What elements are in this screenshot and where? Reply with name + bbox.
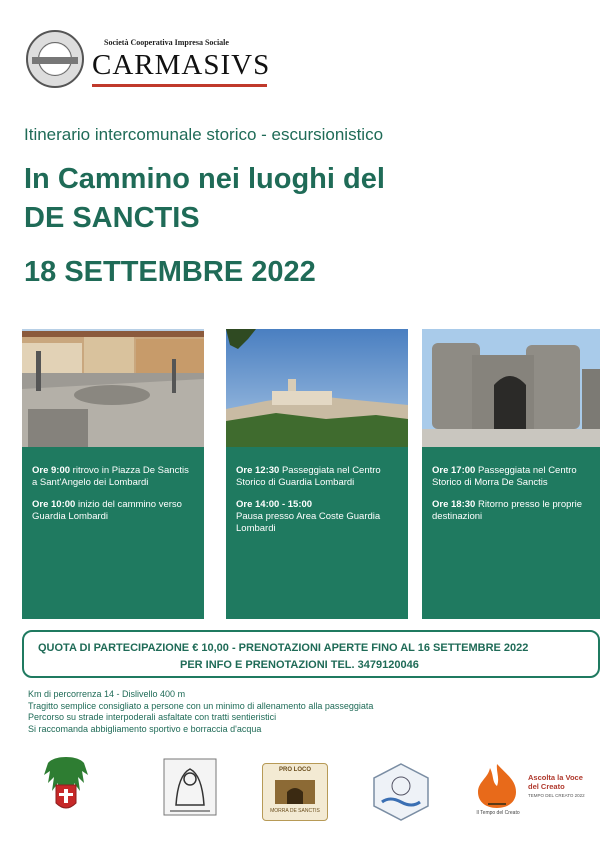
diocese-caption xyxy=(18,825,112,832)
voice-of-creation-title: Ascolta la Voce del Creato xyxy=(528,773,583,791)
schedule-time: Ore 10:00 xyxy=(32,499,76,510)
schedule-column-3 xyxy=(422,329,600,619)
schedule-column-2 xyxy=(226,329,408,619)
schedule-text: Ritorno presso le proprie destinazioni xyxy=(432,499,582,522)
carmasius-seal-logo xyxy=(26,30,84,88)
schedule-time: Ore 18:30 xyxy=(432,499,476,510)
note-line: Km di percorrenza 14 - Dislivello 400 m xyxy=(28,689,186,699)
voice-of-creation-flame-logo xyxy=(472,760,522,810)
note-line: Tragitto semplice consigliato a persone con un minimo di allenamento alla passeggiata xyxy=(28,700,374,711)
column-1-schedule xyxy=(32,465,194,533)
participation-fee-box xyxy=(22,630,600,678)
schedule-text: Pausa presso Area Coste Guardia Lombardi xyxy=(236,511,381,534)
hexagon-logo xyxy=(370,762,432,822)
historical-sketch-logo xyxy=(160,755,220,819)
schedule-text: inizio del cammino verso Guardia Lombardi xyxy=(32,499,182,522)
column-2-schedule xyxy=(236,465,398,545)
schedule-item xyxy=(236,465,398,489)
event-subtitle: Itinerario intercomunale storico - escursionistico xyxy=(24,125,384,144)
photo-guardia-lombardi xyxy=(226,329,408,447)
schedule-item xyxy=(32,499,194,523)
schedule-text: Passeggiata nel Centro Storico di Morra De Sanctis xyxy=(432,465,577,488)
seal-banner xyxy=(32,57,78,64)
schedule-text: ritrovo in Piazza De Sanctis a Sant'Angelo dei Lombardi xyxy=(32,465,189,488)
note-line: Percorso su strade interpoderali asfaltate con tratti sentieristici xyxy=(28,712,277,722)
schedule-time: Ore 14:00 - 15:00 xyxy=(236,499,313,510)
event-title-line2: DE SANCTIS xyxy=(24,202,200,234)
schedule-item xyxy=(432,499,590,523)
schedule-time: Ore 17:00 xyxy=(432,465,476,476)
proloco-subtitle: MORRA DE SANCTIS xyxy=(270,808,320,814)
schedule-item xyxy=(432,465,590,489)
route-notes xyxy=(28,689,373,735)
proloco-title: PRO LOCO xyxy=(278,767,311,773)
event-title-line1: In Cammino nei luoghi del xyxy=(24,163,385,195)
photo-piazza xyxy=(22,329,204,447)
schedule-text: Passeggiata nel Centro Storico di Guardia Lombardi xyxy=(236,465,381,488)
voice-of-creation-subtitle: TEMPO DEL CREATO 2022 xyxy=(528,793,585,798)
org-name: CARMASIVS xyxy=(92,49,271,81)
column-3-schedule xyxy=(432,465,590,533)
voice-of-creation-caption: Il Tempo del Creato xyxy=(476,810,520,816)
photo-castle-morra xyxy=(422,329,600,447)
fee-line: QUOTA DI PARTECIPAZIONE € 10,00 - PRENOTAZIONI APERTE FINO AL 16 SETTEMBRE 2022 xyxy=(38,642,529,654)
schedule-item xyxy=(236,499,398,535)
schedule-item xyxy=(32,465,194,489)
diocese-crest-logo xyxy=(42,755,90,817)
schedule-time: Ore 12:30 xyxy=(236,465,280,476)
note-line: Si raccomanda abbigliamento sportivo e borraccia d'acqua xyxy=(28,723,262,734)
schedule-column-1 xyxy=(22,329,204,619)
info-phone-line: PER INFO E PRENOTAZIONI TEL. 3479120046 xyxy=(180,659,419,671)
schedule-time: Ore 9:00 xyxy=(32,465,71,476)
event-date: 18 SETTEMBRE 2022 xyxy=(24,256,316,288)
org-underline xyxy=(92,84,267,87)
org-subtitle: Società Cooperativa Impresa Sociale xyxy=(104,38,229,47)
